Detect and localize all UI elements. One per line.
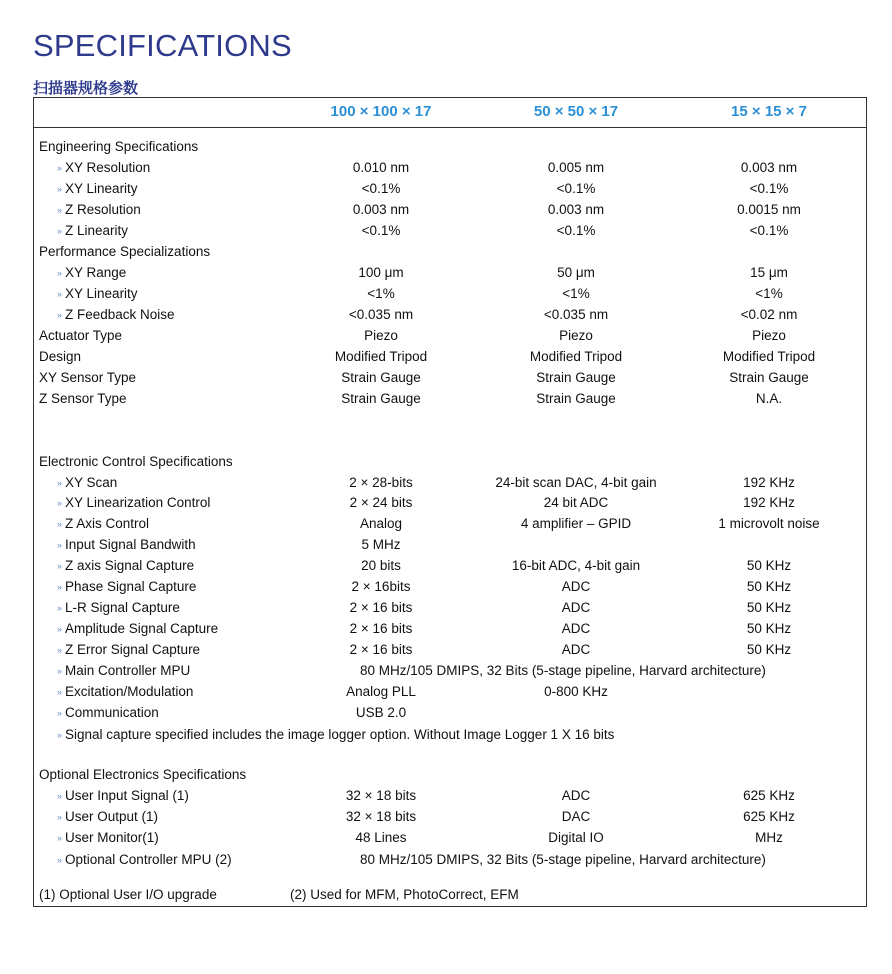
- bullet-marker: »: [57, 833, 63, 843]
- table-row: [0, 534, 892, 555]
- cell-col-1: Strain Gauge: [341, 391, 421, 406]
- page-subtitle: 扫描器规格参数: [33, 79, 139, 97]
- cell-col-3: 15 μm: [750, 265, 788, 280]
- cell-col-1: <1%: [367, 286, 395, 301]
- bullet-marker: »: [57, 226, 63, 236]
- row-label-group: [57, 597, 180, 619]
- cell-col-2: <0.1%: [556, 181, 596, 196]
- row-label: Main Controller MPU: [65, 663, 191, 678]
- cell-col-1: 32 × 18 bits: [345, 788, 417, 803]
- bullet-marker: »: [57, 730, 63, 740]
- bullet-marker: »: [57, 582, 63, 592]
- row-label: XY Sensor Type: [39, 370, 137, 385]
- cell-col-2: <1%: [562, 286, 590, 301]
- row-label-group: [57, 220, 128, 242]
- row-label: User Input Signal (1): [65, 788, 189, 803]
- cell-col-3: 50 KHz: [746, 600, 792, 615]
- row-label: XY Range: [65, 265, 127, 280]
- page-title: SPECIFICATIONS: [33, 28, 292, 63]
- cell-col-1: 2 × 16 bits: [349, 621, 413, 636]
- cell-col-2: DAC: [561, 809, 591, 824]
- table-row: [0, 618, 892, 639]
- cell-col-3: 1 microvolt noise: [718, 516, 820, 531]
- cell-col-1: <0.1%: [361, 181, 401, 196]
- cell-col-3: Piezo: [752, 328, 786, 343]
- cell-col-3: <0.1%: [749, 181, 789, 196]
- table-row: [0, 388, 892, 409]
- cell-col-2: ADC: [561, 600, 591, 615]
- bullet-marker: »: [57, 666, 63, 676]
- section-row: [0, 451, 892, 472]
- row-label: XY Linearity: [65, 286, 138, 301]
- column-header-3: 15 × 15 × 7: [731, 103, 807, 120]
- cell-col-2: 16-bit ADC, 4-bit gain: [511, 558, 641, 573]
- row-label: User Monitor(1): [65, 830, 159, 845]
- table-row: [0, 785, 892, 806]
- cell-col-1: 2 × 16 bits: [349, 642, 413, 657]
- row-label-group: [57, 660, 190, 682]
- bullet-marker: »: [57, 791, 63, 801]
- cell-col-2: 50 μm: [557, 265, 595, 280]
- bullet-marker: »: [57, 855, 63, 865]
- cell-col-3: 192 KHz: [743, 475, 795, 490]
- row-label: XY Linearity: [65, 181, 138, 196]
- cell-col-1: Analog: [359, 516, 403, 531]
- cell-col-1: 32 × 18 bits: [345, 809, 417, 824]
- table-row: [0, 639, 892, 660]
- bullet-marker: »: [57, 519, 63, 529]
- row-label-group: [57, 199, 141, 221]
- table-row: [0, 806, 892, 827]
- row-label-group: [57, 283, 138, 305]
- section-heading: Engineering Specifications: [39, 139, 199, 154]
- cell-col-2: Strain Gauge: [536, 391, 616, 406]
- row-label-group: [57, 724, 614, 746]
- row-label: XY Scan: [65, 475, 118, 490]
- table-row: [0, 597, 892, 618]
- cell-col-3: <1%: [755, 286, 783, 301]
- cell-col-1: Piezo: [364, 328, 398, 343]
- table-row: [0, 199, 892, 220]
- table-row: [0, 724, 892, 745]
- row-label: Communication: [65, 705, 159, 720]
- table-row: [0, 346, 892, 367]
- table-row: [0, 283, 892, 304]
- section-heading: Optional Electronics Specifications: [39, 767, 247, 782]
- bullet-marker: »: [57, 708, 63, 718]
- row-label-group: [57, 513, 149, 535]
- cell-col-1: 20 bits: [361, 558, 401, 573]
- row-label-group: [57, 576, 196, 598]
- cell-span: 80 MHz/105 DMIPS, 32 Bits (5-stage pipeline, Harvard architecture): [360, 663, 766, 678]
- bullet-marker: »: [57, 268, 63, 278]
- bullet-marker: »: [57, 603, 63, 613]
- row-label: XY Linearization Control: [65, 495, 211, 510]
- table-row: [0, 513, 892, 534]
- row-label-group: [57, 806, 158, 828]
- cell-col-1: USB 2.0: [355, 705, 407, 720]
- cell-col-3: 50 KHz: [746, 558, 792, 573]
- row-label: XY Resolution: [65, 160, 151, 175]
- cell-col-2: 24 bit ADC: [543, 495, 609, 510]
- section-row: [0, 764, 892, 785]
- row-label: Excitation/Modulation: [65, 684, 194, 699]
- cell-col-3: N.A.: [755, 391, 783, 406]
- cell-col-2: ADC: [561, 621, 591, 636]
- cell-col-1: 0.003 nm: [352, 202, 410, 217]
- bullet-marker: »: [57, 812, 63, 822]
- footnote-2: (2) Used for MFM, PhotoCorrect, EFM: [290, 887, 519, 902]
- cell-col-1: 2 × 28-bits: [349, 475, 413, 490]
- cell-col-1: 2 × 24 bits: [349, 495, 413, 510]
- note-text: Signal capture specified includes the image logger option. Without Image Logger 1 X 16 bits: [65, 727, 615, 742]
- cell-col-3: MHz: [755, 830, 783, 845]
- table-row: [0, 220, 892, 241]
- cell-col-2: 24-bit scan DAC, 4-bit gain: [495, 475, 657, 490]
- bullet-marker: »: [57, 624, 63, 634]
- cell-col-3: 192 KHz: [743, 495, 795, 510]
- cell-col-1: 2 × 16bits: [351, 579, 411, 594]
- section-heading: Performance Specializations: [39, 244, 211, 259]
- cell-col-2: <0.1%: [556, 223, 596, 238]
- cell-col-3: <0.1%: [749, 223, 789, 238]
- cell-col-2: ADC: [561, 579, 591, 594]
- row-label: Z Linearity: [65, 223, 129, 238]
- row-label: L-R Signal Capture: [65, 600, 180, 615]
- cell-col-3: 625 KHz: [743, 809, 795, 824]
- cell-col-1: Analog PLL: [346, 684, 416, 699]
- cell-col-3: 50 KHz: [746, 579, 792, 594]
- bullet-marker: »: [57, 561, 63, 571]
- section-row: [0, 136, 892, 157]
- table-row: [0, 827, 892, 848]
- row-label-group: [57, 849, 232, 871]
- cell-col-1: 0.010 nm: [352, 160, 410, 175]
- row-label-group: [57, 492, 210, 514]
- cell-col-1: 48 Lines: [355, 830, 407, 845]
- table-row: [0, 367, 892, 388]
- cell-col-2: Piezo: [559, 328, 593, 343]
- row-label-group: [57, 555, 194, 577]
- bullet-marker: »: [57, 645, 63, 655]
- row-label: Actuator Type: [39, 328, 123, 343]
- bullet-marker: »: [57, 289, 63, 299]
- cell-col-2: Modified Tripod: [529, 349, 623, 364]
- table-row: [0, 325, 892, 346]
- cell-col-1: Strain Gauge: [341, 370, 421, 385]
- row-label-group: [57, 702, 159, 724]
- cell-col-1: <0.035 nm: [348, 307, 414, 322]
- cell-col-1: <0.1%: [361, 223, 401, 238]
- row-label: Z Resolution: [65, 202, 141, 217]
- bullet-marker: »: [57, 498, 63, 508]
- cell-col-1: 2 × 16 bits: [349, 600, 413, 615]
- table-row: [0, 304, 892, 325]
- cell-col-2: <0.035 nm: [543, 307, 609, 322]
- table-row: [0, 681, 892, 702]
- row-label-group: [57, 785, 189, 807]
- table-row: [0, 472, 892, 493]
- column-headers: [0, 101, 892, 122]
- table-row: [0, 702, 892, 723]
- row-label-group: [57, 827, 159, 849]
- table-row: [0, 157, 892, 178]
- cell-col-1: 100 μm: [358, 265, 404, 280]
- bullet-marker: »: [57, 687, 63, 697]
- table-row: [0, 849, 892, 870]
- row-label-group: [57, 472, 117, 494]
- cell-col-3: <0.02 nm: [740, 307, 798, 322]
- row-label: Amplitude Signal Capture: [65, 621, 219, 636]
- bullet-marker: »: [57, 205, 63, 215]
- cell-col-2: 0-800 KHz: [544, 684, 608, 699]
- bullet-marker: »: [57, 478, 63, 488]
- bullet-marker: »: [57, 540, 63, 550]
- bullet-marker: »: [57, 310, 63, 320]
- cell-col-1: 5 MHz: [361, 537, 401, 552]
- row-label-group: [57, 639, 200, 661]
- bullet-marker: »: [57, 184, 63, 194]
- table-row: [0, 555, 892, 576]
- table-row: [0, 262, 892, 283]
- cell-col-2: Digital IO: [548, 830, 604, 845]
- table-row: [0, 576, 892, 597]
- column-header-1: 100 × 100 × 17: [330, 103, 432, 120]
- row-label-group: [57, 534, 196, 556]
- row-label: User Output (1): [65, 809, 159, 824]
- cell-col-3: 0.003 nm: [740, 160, 798, 175]
- row-label: Z Error Signal Capture: [65, 642, 201, 657]
- cell-col-2: Strain Gauge: [536, 370, 616, 385]
- table-row: [0, 660, 892, 681]
- cell-col-1: Modified Tripod: [334, 349, 428, 364]
- bullet-marker: »: [57, 163, 63, 173]
- footnote-1: (1) Optional User I/O upgrade: [39, 887, 217, 902]
- row-label: Z Axis Control: [65, 516, 150, 531]
- cell-col-2: 0.005 nm: [547, 160, 605, 175]
- cell-col-2: 4 amplifier – GPID: [520, 516, 632, 531]
- cell-col-2: ADC: [561, 642, 591, 657]
- column-header-2: 50 × 50 × 17: [533, 103, 619, 120]
- cell-col-3: 625 KHz: [743, 788, 795, 803]
- section-heading: Electronic Control Specifications: [39, 454, 233, 469]
- row-label: Z axis Signal Capture: [65, 558, 195, 573]
- cell-col-3: Strain Gauge: [729, 370, 809, 385]
- table-row: [0, 492, 892, 513]
- table-row: [0, 178, 892, 199]
- cell-col-3: 0.0015 nm: [737, 202, 801, 217]
- cell-span: 80 MHz/105 DMIPS, 32 Bits (5-stage pipeline, Harvard architecture): [360, 852, 766, 867]
- row-label-group: [57, 262, 126, 284]
- row-label-group: [57, 157, 150, 179]
- row-label-group: [57, 178, 138, 200]
- row-label-group: [57, 618, 218, 640]
- cell-col-2: ADC: [561, 788, 591, 803]
- section-row: [0, 241, 892, 262]
- row-label: Input Signal Bandwith: [65, 537, 196, 552]
- row-label: Phase Signal Capture: [65, 579, 197, 594]
- cell-col-3: Modified Tripod: [722, 349, 816, 364]
- row-label: Design: [39, 349, 82, 364]
- row-label-group: [57, 304, 175, 326]
- cell-col-3: 50 KHz: [746, 642, 792, 657]
- header-divider: [33, 127, 867, 128]
- cell-col-3: 50 KHz: [746, 621, 792, 636]
- row-label: Z Feedback Noise: [65, 307, 175, 322]
- cell-col-2: 0.003 nm: [547, 202, 605, 217]
- row-label: Optional Controller MPU (2): [65, 852, 232, 867]
- row-label-group: [57, 681, 193, 703]
- row-label: Z Sensor Type: [39, 391, 127, 406]
